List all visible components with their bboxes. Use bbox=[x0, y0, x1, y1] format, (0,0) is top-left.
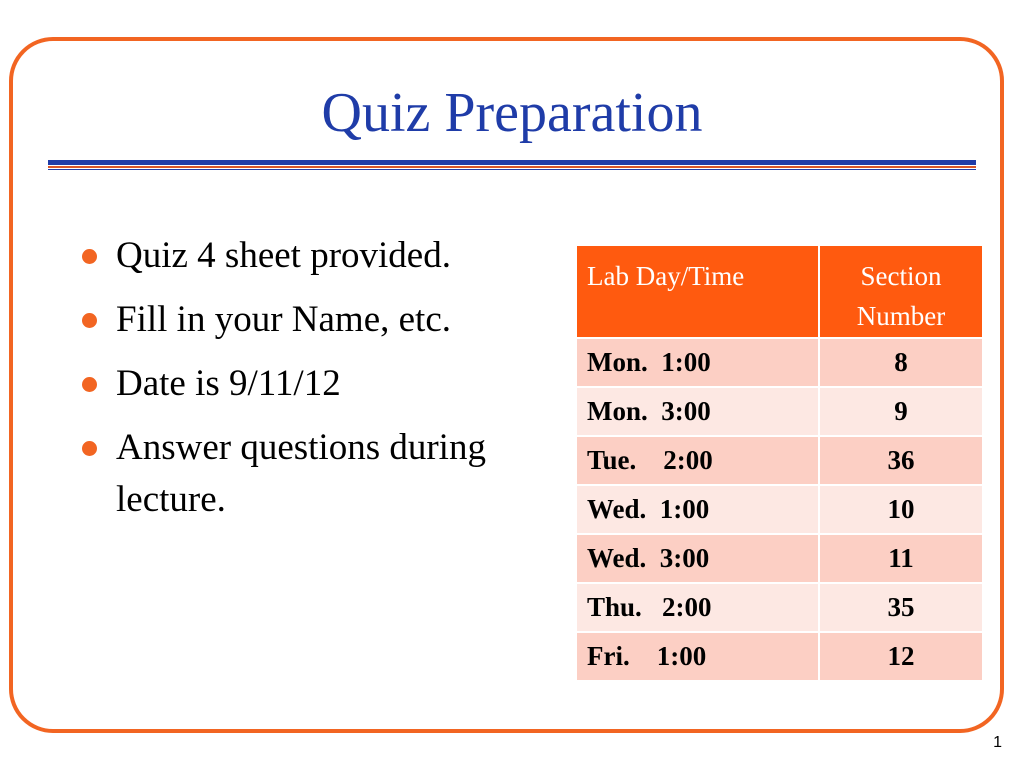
page-number: 1 bbox=[993, 734, 1002, 751]
cell-day-time: Mon. 3:00 bbox=[576, 387, 819, 436]
bullet-dot-icon bbox=[82, 377, 97, 392]
header-section-number: Section Number bbox=[819, 245, 983, 338]
cell-section: 9 bbox=[819, 387, 983, 436]
lab-schedule-table bbox=[575, 244, 984, 682]
cell-day-time: Wed. 3:00 bbox=[576, 534, 819, 583]
title-divider-blue bbox=[48, 160, 976, 165]
cell-section: 12 bbox=[819, 632, 983, 681]
cell-day-time: Thu. 2:00 bbox=[576, 583, 819, 632]
bullet-dot-icon bbox=[82, 441, 97, 456]
cell-day-time: Wed. 1:00 bbox=[576, 485, 819, 534]
bullet-item bbox=[80, 230, 560, 282]
title-divider-orange bbox=[48, 166, 976, 168]
table-header-row bbox=[576, 245, 983, 338]
cell-section: 10 bbox=[819, 485, 983, 534]
cell-section: 8 bbox=[819, 338, 983, 387]
cell-day-time: Tue. 2:00 bbox=[576, 436, 819, 485]
bullet-item bbox=[80, 358, 560, 410]
table-row bbox=[576, 436, 983, 485]
bullet-dot-icon bbox=[82, 313, 97, 328]
table-row bbox=[576, 485, 983, 534]
table-row bbox=[576, 387, 983, 436]
cell-section: 35 bbox=[819, 583, 983, 632]
cell-day-time: Mon. 1:00 bbox=[576, 338, 819, 387]
bullet-item bbox=[80, 422, 560, 526]
table-row bbox=[576, 632, 983, 681]
slide-title: Quiz Preparation bbox=[321, 82, 703, 144]
cell-section: 36 bbox=[819, 436, 983, 485]
table-row bbox=[576, 338, 983, 387]
bullet-dot-icon bbox=[82, 249, 97, 264]
bullet-text: Quiz 4 sheet provided. bbox=[116, 235, 451, 276]
bullet-text: Answer questions during lecture. bbox=[116, 427, 486, 520]
title-divider-blue-thin bbox=[48, 169, 976, 170]
table-row bbox=[576, 534, 983, 583]
bullet-list bbox=[80, 230, 560, 538]
bullet-text: Fill in your Name, etc. bbox=[116, 299, 451, 340]
table-row bbox=[576, 583, 983, 632]
bullet-item bbox=[80, 294, 560, 346]
header-lab-day-time: Lab Day/Time bbox=[576, 245, 819, 338]
bullet-text: Date is 9/11/12 bbox=[116, 363, 341, 404]
cell-section: 11 bbox=[819, 534, 983, 583]
cell-day-time: Fri. 1:00 bbox=[576, 632, 819, 681]
